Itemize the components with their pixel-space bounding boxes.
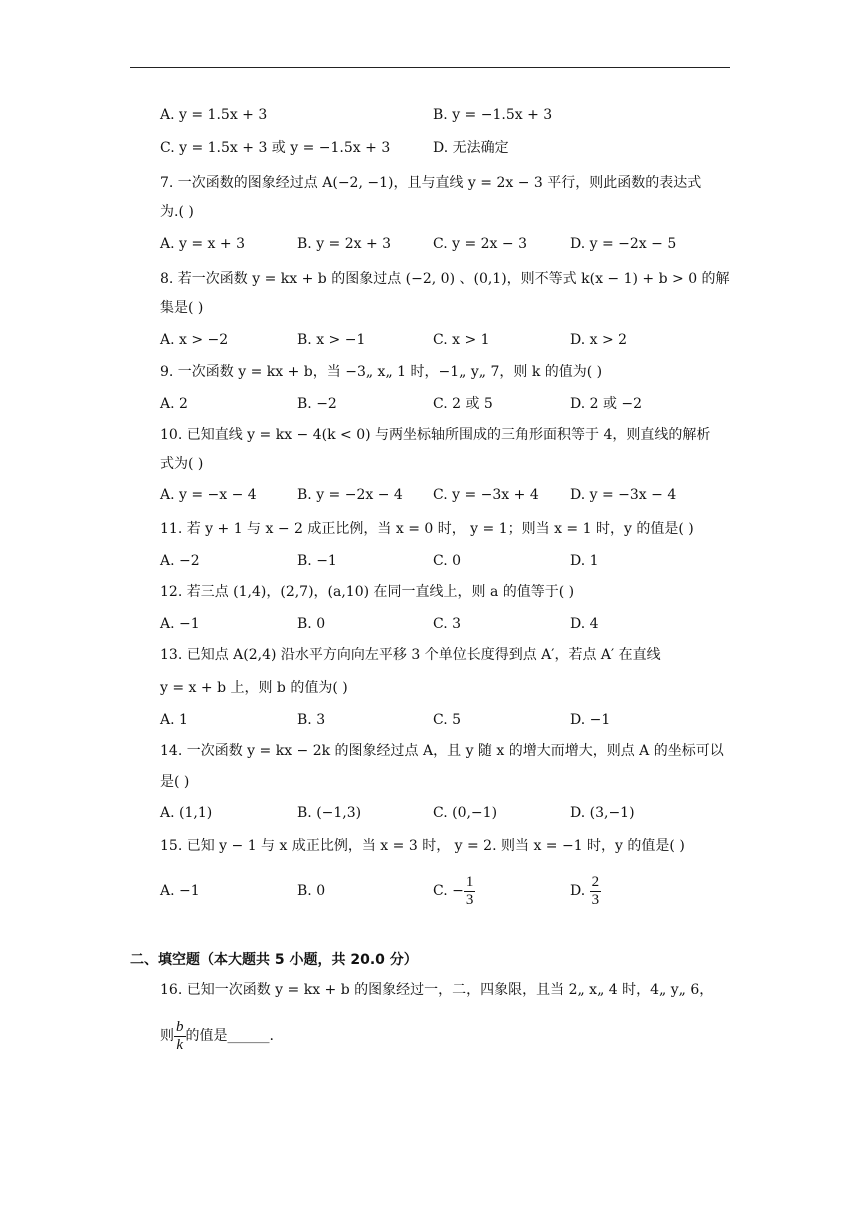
section-heading-fill-in: 二、填空题（本大题共 5 小题，共 20.0 分）: [130, 952, 418, 968]
q15-option-c-prefix: C. −: [433, 883, 464, 899]
q6-option-c: C. y = 1.5x + 3 或 y = −1.5x + 3: [160, 140, 391, 156]
q15-option-d-fraction: [590, 874, 602, 909]
q13-option-b: B. 3: [297, 712, 326, 728]
q7-stem-line1: 7. 一次函数的图象经过点 A(−2, −1)，且与直线 y = 2x − 3 平行，则此函数的表达式: [160, 175, 702, 191]
q12-option-b: B. 0: [297, 616, 326, 632]
q13-stem-line1: 13. 已知点 A(2,4) 沿水平方向向左平移 3 个单位长度得到点 A′，若点 A′ 在直线: [160, 647, 661, 663]
fraction-numerator: 1: [465, 873, 474, 890]
q15-option-c: [433, 870, 475, 912]
q10-option-d: D. y = −3x − 4: [570, 487, 677, 503]
q16-stem-line1: 16. 已知一次函数 y = kx + b 的图象经过一，二，四象限，且当 2„ x„ 4 时，4„ y„ 6，: [160, 982, 714, 998]
q7-option-b: B. y = 2x + 3: [297, 236, 392, 252]
q10-stem-line1: 10. 已知直线 y = kx − 4(k < 0) 与两坐标轴所围成的三角形面积等于 4，则直线的解析: [160, 427, 711, 443]
q8-option-c: C. x > 1: [433, 332, 490, 348]
fraction-numerator: 2: [591, 873, 600, 890]
q15-option-c-fraction: [464, 874, 476, 909]
q11-stem: 11. 若 y + 1 与 x − 2 成正比例，当 x = 0 时， y = 1；则当 x = 1 时，y 的值是( ): [160, 521, 694, 537]
q16-stem-line2: [160, 1014, 274, 1058]
q8-stem-line2: 集是( ): [160, 300, 204, 316]
header-rule: [130, 67, 730, 68]
q11-option-d: D. 1: [570, 553, 599, 569]
q11-option-a: A. −2: [160, 553, 200, 569]
q9-option-a: A. 2: [160, 396, 188, 412]
q14-stem-line2: 是( ): [160, 774, 190, 790]
q9-option-b: B. −2: [297, 396, 337, 412]
q12-option-a: A. −1: [160, 616, 200, 632]
q13-option-a: A. 1: [160, 712, 188, 728]
q15-stem: 15. 已知 y − 1 与 x 成正比例，当 x = 3 时， y = 2. 则当 x = −1 时，y 的值是( ): [160, 838, 685, 854]
q8-stem-line1: 8. 若一次函数 y = kx + b 的图象过点 (−2, 0) 、(0,1)，则不等式 k(x − 1) + b > 0 的解: [160, 271, 730, 287]
q12-option-d: D. 4: [570, 616, 599, 632]
q7-option-a: A. y = x + 3: [160, 236, 245, 252]
q8-option-d: D. x > 2: [570, 332, 628, 348]
fraction-denominator: 3: [465, 891, 474, 908]
q14-option-a: A. (1,1): [160, 805, 213, 821]
q10-option-b: B. y = −2x − 4: [297, 487, 403, 503]
fraction-denominator: 3: [591, 891, 600, 908]
q14-stem-line1: 14. 一次函数 y = kx − 2k 的图象经过点 A，且 y 随 x 的增大而增大，则点 A 的坐标可以: [160, 743, 724, 759]
q6-option-d: D. 无法确定: [433, 140, 509, 156]
q16-fraction: [174, 1019, 186, 1054]
q15-option-d: [570, 870, 601, 912]
q14-option-d: D. (3,−1): [570, 805, 635, 821]
q7-stem-line2: 为.( ): [160, 204, 194, 220]
q11-option-b: B. −1: [297, 553, 337, 569]
fraction-numerator: b: [176, 1018, 184, 1035]
q9-option-d: D. 2 或 −2: [570, 396, 643, 412]
q12-stem: 12. 若三点 (1,4)，(2,7)，(a,10) 在同一直线上，则 a 的值等于( ): [160, 584, 575, 600]
q9-option-c: C. 2 或 5: [433, 396, 493, 412]
q14-option-b: B. (−1,3): [297, 805, 362, 821]
q16-suffix: 的值是______.: [185, 1028, 274, 1044]
q16-prefix: 则: [160, 1028, 174, 1044]
q14-option-c: C. (0,−1): [433, 805, 498, 821]
q12-option-c: C. 3: [433, 616, 462, 632]
fraction-denominator: k: [176, 1036, 184, 1053]
q10-stem-line2: 式为( ): [160, 456, 204, 472]
q13-stem-line2: y = x + b 上，则 b 的值为( ): [160, 680, 348, 696]
q6-option-b: B. y = −1.5x + 3: [433, 107, 553, 123]
q15-option-b: B. 0: [297, 883, 326, 899]
q9-stem: 9. 一次函数 y = kx + b，当 −3„ x„ 1 时，−1„ y„ 7，则 k 的值为( ): [160, 364, 603, 380]
q11-option-c: C. 0: [433, 553, 462, 569]
q13-option-d: D. −1: [570, 712, 611, 728]
q7-option-d: D. y = −2x − 5: [570, 236, 677, 252]
q13-option-c: C. 5: [433, 712, 462, 728]
q10-option-a: A. y = −x − 4: [160, 487, 257, 503]
q6-option-a: A. y = 1.5x + 3: [160, 107, 268, 123]
q8-option-b: B. x > −1: [297, 332, 366, 348]
q15-option-d-prefix: D.: [570, 883, 590, 899]
q7-option-c: C. y = 2x − 3: [433, 236, 527, 252]
q8-option-a: A. x > −2: [160, 332, 229, 348]
q15-option-a: A. −1: [160, 883, 200, 899]
q10-option-c: C. y = −3x + 4: [433, 487, 539, 503]
